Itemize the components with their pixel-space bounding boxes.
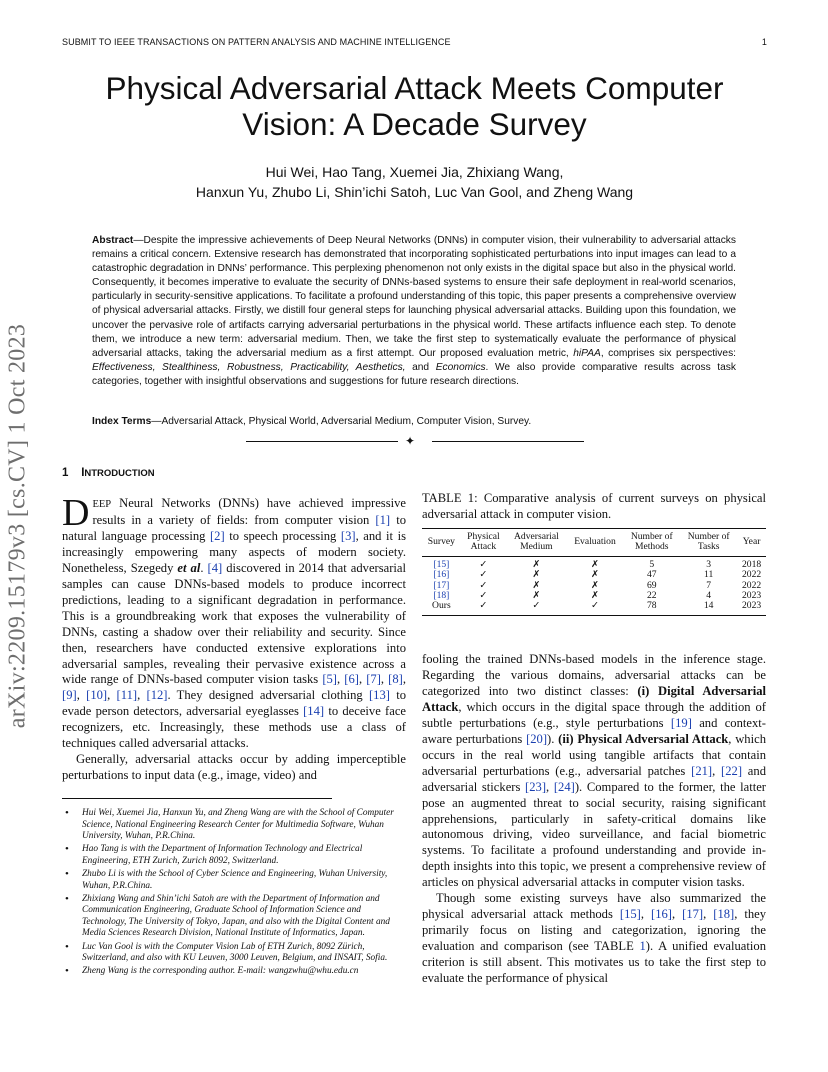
authors-line-2: Hanxun Yu, Zhubo Li, Shin’ichi Satoh, Luc Van Gool, and Zheng Wang: [195, 184, 634, 200]
citation-link[interactable]: [23]: [525, 779, 547, 794]
header-text: Adversarial: [514, 531, 559, 542]
text-run: and adversarial stickers: [422, 763, 766, 794]
authors-line-1: Hui Wei, Hao Tang, Xuemei Jia, Zhixiang Wang,: [265, 164, 564, 180]
title-line-2: Vision: A Decade Survey: [242, 106, 587, 142]
paper-title: [62, 70, 767, 142]
citation-link[interactable]: [1]: [375, 512, 391, 527]
separator: ,: [546, 779, 554, 794]
cell-year: 2022: [741, 579, 762, 591]
right-paragraph-1: [422, 652, 766, 891]
divider-diamond-icon: ✦: [405, 434, 416, 448]
text-run: to deceive face recognizers, etc. Increasingly, these methods use a class of techniques called adversarial attacks.: [62, 704, 407, 751]
citation-link[interactable]: [16]: [651, 907, 672, 922]
index-terms-label: Index Terms: [92, 416, 152, 427]
et-al: et al: [177, 560, 201, 575]
cell-year: 2023: [741, 590, 762, 602]
footnote-item: • Zhixiang Wang and Shin’ichi Satoh are with the Department of Information and Communication Engineering, Graduate School of Information Science and Technology, The University of Tokyo, Japan, and also with the Digital Content and Media Sciences Research Division, National Institute of Informatics, Japan.: [82, 894, 406, 940]
cell-tasks: 4: [706, 590, 712, 602]
abstract-label: Abstract: [92, 235, 134, 246]
citation-link[interactable]: [4]: [207, 560, 223, 575]
citation-link[interactable]: [20]: [526, 731, 548, 746]
separator: ,: [671, 907, 683, 922]
cell-physical: ✓: [479, 558, 488, 570]
index-terms-text: —Adversarial Attack, Physical World, Adversarial Medium, Computer Vision, Survey.: [151, 416, 532, 427]
separator: ,: [137, 688, 147, 703]
abstract-text: —Despite the impressive achievements of Deep Neural Networks (DNNs) in computer vision, their vulnerability to adversarial attacks remains a critical concern. Extensive research has demonstrated that incorporating sophisticated perturbations into input images can lead to a catastrophic degradation in DNNs’ performance. This perplexing phenomenon not only exists in the digital space but also in the physical world. Consequently, it becomes imperative to evaluate the security of DNNs-based systems to ensure their safe deployment in real-world scenarios, particularly in security-sensitive applications. To facilitate a profound understanding of this topic, this paper presents a comprehensive overview of physical adversarial attacks. Firstly, we distill four general steps for launching physical adversarial attacks. Building upon this foundation, we uncover the pervasive role of artifacts carrying adversarial perturbations in the physical world. These artifacts influence each step. To denote them, we introduce a new term: adversarial medium. Then, we take the first step to systematically evaluate the performance of physical adversarial attacks, taking the adversarial medium as a first attempt. Our proposed evaluation metric,: [92, 235, 736, 359]
footnote-item: • Zhubo Li is with the School of Cyber Science and Engineering, Wuhan University, Wuhan, P.R.China.: [82, 869, 406, 892]
citation-link[interactable]: [21]: [691, 763, 713, 778]
section-title-first: I: [81, 467, 85, 479]
citation-link[interactable]: [12]: [146, 688, 168, 703]
cell-evaluation: ✗: [590, 579, 599, 591]
cell-medium: ✗: [532, 569, 541, 581]
section-divider: [246, 434, 584, 448]
text-run: , they primarily focus on listing and categorization, ignoring the evaluation and comparison (see TABLE: [422, 907, 767, 954]
physical-attack-term: (ii) Physical Adversarial Attack: [558, 731, 729, 746]
citation-link[interactable]: [17]: [682, 907, 704, 922]
table-header-row: [422, 529, 766, 557]
text-run: .: [200, 560, 208, 575]
cell-survey[interactable]: [17]: [433, 579, 450, 591]
header-number-of-tasks: [680, 529, 737, 557]
citation-link[interactable]: [22]: [721, 763, 743, 778]
intro-paragraph-1: [62, 492, 407, 752]
cell-evaluation: ✗: [590, 558, 599, 570]
text-run: Neural Networks (DNNs) have achieved impressive results in a variety of fields: from computer vision: [92, 496, 406, 527]
section-title-rest: NTRODUCTION: [84, 468, 155, 479]
text-run: ). A unified evaluation criterion is still absent. This motivates us to take the first step to evaluate the performance of physical: [422, 939, 766, 986]
abstract-last-perspective: Economics: [435, 361, 486, 373]
cell-methods: 78: [646, 600, 657, 612]
table-row: [422, 601, 766, 615]
header-text: Methods: [634, 541, 669, 553]
separator: ,: [640, 907, 651, 922]
table-caption: TABLE 1: Comparative analysis of current surveys on physical adversarial attack in computer vision.: [422, 491, 766, 521]
citation-link[interactable]: [10]: [86, 688, 108, 703]
header-adversarial-medium: [506, 529, 567, 557]
text-run: to evade person detectors, adversarial eyeglasses: [62, 688, 407, 719]
digital-attack-term: (i) Digital Adversarial Attack: [422, 683, 766, 714]
small-caps-lead: EEP: [92, 499, 112, 510]
separator: ,: [703, 907, 714, 922]
footnote-item: • Hao Tang is with the Department of Information Technology and Electrical Engineering, ETH Zurich, Zurich 8092, Switzerland.: [82, 844, 406, 867]
abstract-text-3: . We also provide comparative results across task categories, together with insightful observations and suggestions for future research directions.: [92, 361, 736, 387]
cell-physical: ✓: [479, 590, 488, 602]
separator: ,: [380, 672, 389, 687]
section-heading: [62, 467, 155, 479]
header-text: Tasks: [697, 541, 720, 553]
divider-line-left: [246, 441, 398, 442]
cell-evaluation: ✗: [590, 590, 599, 602]
right-paragraph-2: [422, 891, 766, 987]
cell-tasks: 7: [706, 579, 712, 591]
text-run: ).: [547, 731, 559, 746]
citation-link[interactable]: [8]: [388, 672, 403, 687]
intro-paragraph-2: Generally, adversarial attacks occur by adding imperceptible perturbations to input data (e.g., image, video) and: [62, 752, 406, 783]
citation-link[interactable]: [18]: [713, 907, 735, 922]
cell-medium: ✗: [532, 579, 541, 591]
citation-link[interactable]: [9]: [62, 688, 77, 703]
cell-survey[interactable]: [18]: [433, 590, 450, 602]
header-survey: Survey: [427, 536, 455, 548]
text-run: fooling the trained DNNs-based models in the inference stage. Regarding the various domains, adversarial attacks can be categorized into two distinct classes:: [422, 652, 766, 698]
citation-link[interactable]: [11]: [116, 688, 138, 703]
header-text: Number of: [687, 531, 730, 542]
header-physical-attack: [461, 529, 506, 557]
cell-methods: 22: [646, 590, 657, 602]
cell-year: 2018: [741, 558, 762, 570]
text-run: Though some existing surveys have also summarized the physical adversarial attack methods: [422, 891, 766, 922]
cell-survey[interactable]: [15]: [433, 558, 450, 570]
citation-link[interactable]: [14]: [303, 704, 325, 719]
footnote-item: • Luc Van Gool is with the Computer Vision Lab of ETH Zurich, 8092 Zürich, Switzerland, and also with KU Leuven, 3000 Leuven, Belgium, and INSAIT, Sofia.: [82, 942, 406, 965]
text-run: and context-aware perturbations: [422, 715, 766, 746]
cell-tasks: 14: [703, 600, 714, 612]
cell-medium: ✗: [532, 558, 541, 570]
arxiv-stamp-text: arXiv:2209.15179v3 [cs.CV] 1 Oct 2023: [4, 323, 31, 729]
text-run: , which occurs in the real world using tangible artifacts that contain adversarial perturbations (e.g., adversarial patches: [422, 731, 766, 778]
cell-physical: ✓: [479, 600, 488, 612]
cell-physical: ✓: [479, 579, 488, 591]
page-number: 1: [761, 37, 767, 47]
text-run: to natural language processing: [62, 512, 406, 543]
abstract-metric: hiPAA: [573, 347, 601, 359]
cell-tasks: 3: [706, 558, 712, 570]
cell-methods: 5: [649, 558, 655, 570]
cell-physical: ✓: [479, 569, 488, 581]
header-text: Medium: [520, 541, 553, 553]
text-run: . They designed adversarial clothing: [167, 688, 369, 703]
cell-evaluation: ✗: [590, 569, 599, 581]
divider-line-right: [432, 441, 584, 442]
separator: ,: [107, 688, 117, 703]
footnote-item: • Hui Wei, Xuemei Jia, Hanxun Yu, and Zheng Wang are with the School of Computer Science, National Engineering Research Center for Multimedia Software, Wuhan University, Wuhan, P.R.China.: [82, 808, 406, 843]
citation-link[interactable]: [19]: [670, 715, 692, 730]
comparison-table: [422, 528, 766, 616]
citation-link[interactable]: [13]: [368, 688, 390, 703]
citation-link[interactable]: [24]: [553, 779, 575, 794]
abstract: [92, 234, 736, 389]
cell-year: 2023: [741, 600, 762, 612]
left-column: [62, 492, 407, 784]
abstract-and: and: [405, 361, 436, 373]
header-text: Attack: [470, 541, 497, 553]
text-run: , and it is increasingly empowering many aspects of modern society. Nonetheless, Szegedy: [62, 528, 406, 575]
header-text: Physical: [467, 531, 500, 542]
separator: ,: [337, 672, 345, 687]
text-run: ). Compared to the former, the latter pose an augmented threat to social security, raising significant apprehensions, particularly in safety-critical domains like autonomous driving, video surveillance, and facial biometric systems. To facilitate a profound understanding and provide in-depth insights into this topic, we present a comprehensive review of articles on physical adversarial attacks in computer vision tasks.: [422, 779, 766, 890]
cell-year: 2022: [741, 569, 762, 581]
separator: ,: [402, 672, 407, 687]
cell-medium: ✗: [532, 590, 541, 602]
citation-link[interactable]: [7]: [366, 672, 381, 687]
separator: ,: [76, 688, 87, 703]
separator: ,: [712, 763, 722, 778]
title-line-1: Physical Adversarial Attack Meets Computer: [105, 70, 724, 106]
section-number: 1: [62, 467, 69, 479]
citation-link[interactable]: [3]: [340, 528, 356, 543]
cell-survey: Ours: [432, 600, 451, 612]
cell-evaluation: ✓: [590, 600, 599, 612]
arxiv-stamp: [0, 296, 36, 756]
table-reference-link[interactable]: 1: [639, 939, 646, 954]
affiliation-footnotes: [62, 808, 406, 979]
separator: ,: [358, 672, 367, 687]
footnote-item: • Zheng Wang is the corresponding author. E-mail: wangzwhu@whu.edu.cn: [82, 966, 406, 978]
text-run: to speech processing: [224, 528, 341, 543]
running-header: [62, 37, 767, 47]
citation-link[interactable]: [6]: [344, 672, 359, 687]
footnote-rule: [62, 798, 332, 799]
cell-medium: ✓: [532, 600, 541, 612]
drop-cap: D: [62, 492, 90, 534]
citation-link[interactable]: [2]: [209, 528, 225, 543]
citation-link[interactable]: [15]: [619, 907, 641, 922]
running-title: SUBMIT TO IEEE TRANSACTIONS ON PATTERN ANALYSIS AND MACHINE INTELLIGENCE: [62, 37, 451, 47]
abstract-text-2: , comprises six perspectives:: [600, 347, 736, 359]
text-run: discovered in 2014 that adversarial samples can cause DNNs-based models to produce incorrect predictions, leading to a significant degradation in performance. This is a groundbreaking work that exposes the vulnerability of DNNs, casting a shadow over their reliability and security. Since then, researchers have conducted extensive explorations into adversarial samples, revealing their pervasive existence across a wide range of DNNs-based computer vision tasks: [62, 560, 407, 687]
author-list: [62, 162, 767, 202]
cell-survey[interactable]: [16]: [433, 569, 450, 581]
text-run: , which occurs in the digital space through the addition of subtle perturbations (e.g., style perturbations: [422, 699, 766, 730]
cell-methods: 47: [646, 569, 657, 581]
cell-tasks: 11: [704, 569, 714, 581]
citation-link[interactable]: [5]: [322, 672, 337, 687]
right-column: [422, 652, 766, 987]
index-terms: [92, 416, 736, 427]
header-text: Number of: [630, 531, 673, 542]
header-evaluation: Evaluation: [574, 536, 616, 548]
cell-methods: 69: [646, 579, 657, 591]
table-row: [422, 556, 766, 570]
header-year: Year: [742, 536, 761, 548]
abstract-perspectives: Effectiveness, Stealthiness, Robustness, Practicability, Aesthetics,: [92, 361, 406, 373]
header-number-of-methods: [623, 529, 680, 557]
